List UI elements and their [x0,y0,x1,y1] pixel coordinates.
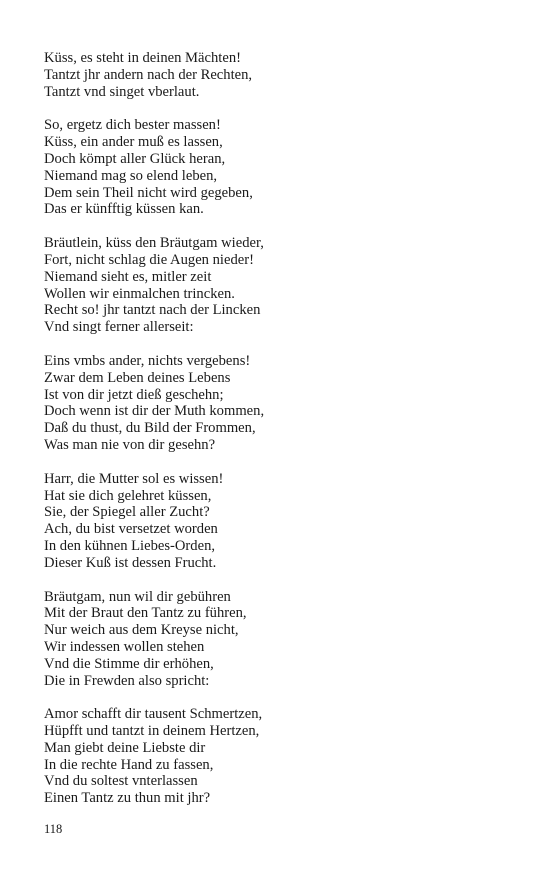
verse-line: Man giebt deine Liebste dir [44,739,206,756]
verse-line: Daß du thust, du Bild der Frommen, [44,420,256,437]
stanza-5 [44,471,524,572]
verse-line: In die rechte Hand zu fassen, [44,756,214,773]
verse-line: Die in Frewden also spricht: [44,672,210,689]
verse-line: Küss, es steht in deinen Mächten! [44,50,241,66]
verse-line: Doch kömpt aller Glück heran, [44,150,226,167]
verse-line: Vnd die Stimme dir erhöhen, [44,655,214,672]
verse-line: Niemand mag so elend leben, [44,167,218,184]
verse-line: In den kühnen Liebes-Orden, [44,537,216,554]
verse-line: Amor schafft dir tausent Schmertzen, [44,706,263,723]
verse-line: Ist von dir jetzt dieß geschehn; [44,386,224,403]
verse-line: Zwar dem Leben deines Lebens [44,369,231,386]
verse-line: Niemand sieht es, mitler zeit [44,268,212,285]
stanza-2 [44,117,524,218]
verse-line: Dieser Kuß ist dessen Frucht. [44,554,217,571]
verse-line: Fort, nicht schlag die Augen nieder! [44,251,254,268]
poem-body [44,50,524,824]
verse-line: Vnd singt ferner allerseit: [44,319,194,336]
verse-line: Tantzt vnd singet vberlaut. [44,83,200,100]
verse-line: Nur weich aus dem Kreyse nicht, [44,622,239,639]
verse-line: Hat sie dich gelehret küssen, [44,487,212,504]
verse-line: Ach, du bist versetzet worden [44,521,218,538]
verse-line: Mit der Braut den Tantz zu führen, [44,605,247,622]
verse-line: Harr, die Mutter sol es wissen! [44,470,224,487]
verse-line: Bräutgam, nun wil dir gebühren [44,588,231,605]
stanza-6 [44,589,524,690]
verse-line: Einen Tantz zu thun mit jhr? [44,790,211,807]
verse-line: Sie, der Spiegel aller Zucht? [44,504,210,521]
verse-line: Bräutlein, küss den Bräutgam wieder, [44,235,264,252]
verse-line: Tantzt jhr andern nach der Rechten, [44,66,253,83]
verse-line: Dem sein Theil nicht wird gegeben, [44,184,253,201]
stanza-3 [44,235,524,336]
stanza-4 [44,353,524,454]
verse-line: Hüpfft und tantzt in deinem Hertzen, [44,723,260,740]
verse-line: Wir indessen wollen stehen [44,638,205,655]
verse-line: Vnd du soltest vnterlassen [44,773,198,790]
verse-line: Eins vmbs ander, nichts vergebens! [44,352,251,369]
verse-line: Was man nie von dir gesehn? [44,436,216,453]
verse-line: Das er künfftig küssen kan. [44,201,204,218]
verse-line: Wollen wir einmalchen trincken. [44,285,235,302]
verse-line: Küss, ein ander muß es lassen, [44,134,223,151]
stanza-1 [44,50,524,100]
page-number: 118 [44,822,63,836]
verse-line: So, ergetz dich bester massen! [44,117,221,134]
verse-line: Recht so! jhr tantzt nach der Lincken [44,302,261,319]
verse-line: Doch wenn ist dir der Muth kommen, [44,403,265,420]
stanza-7 [44,706,524,807]
